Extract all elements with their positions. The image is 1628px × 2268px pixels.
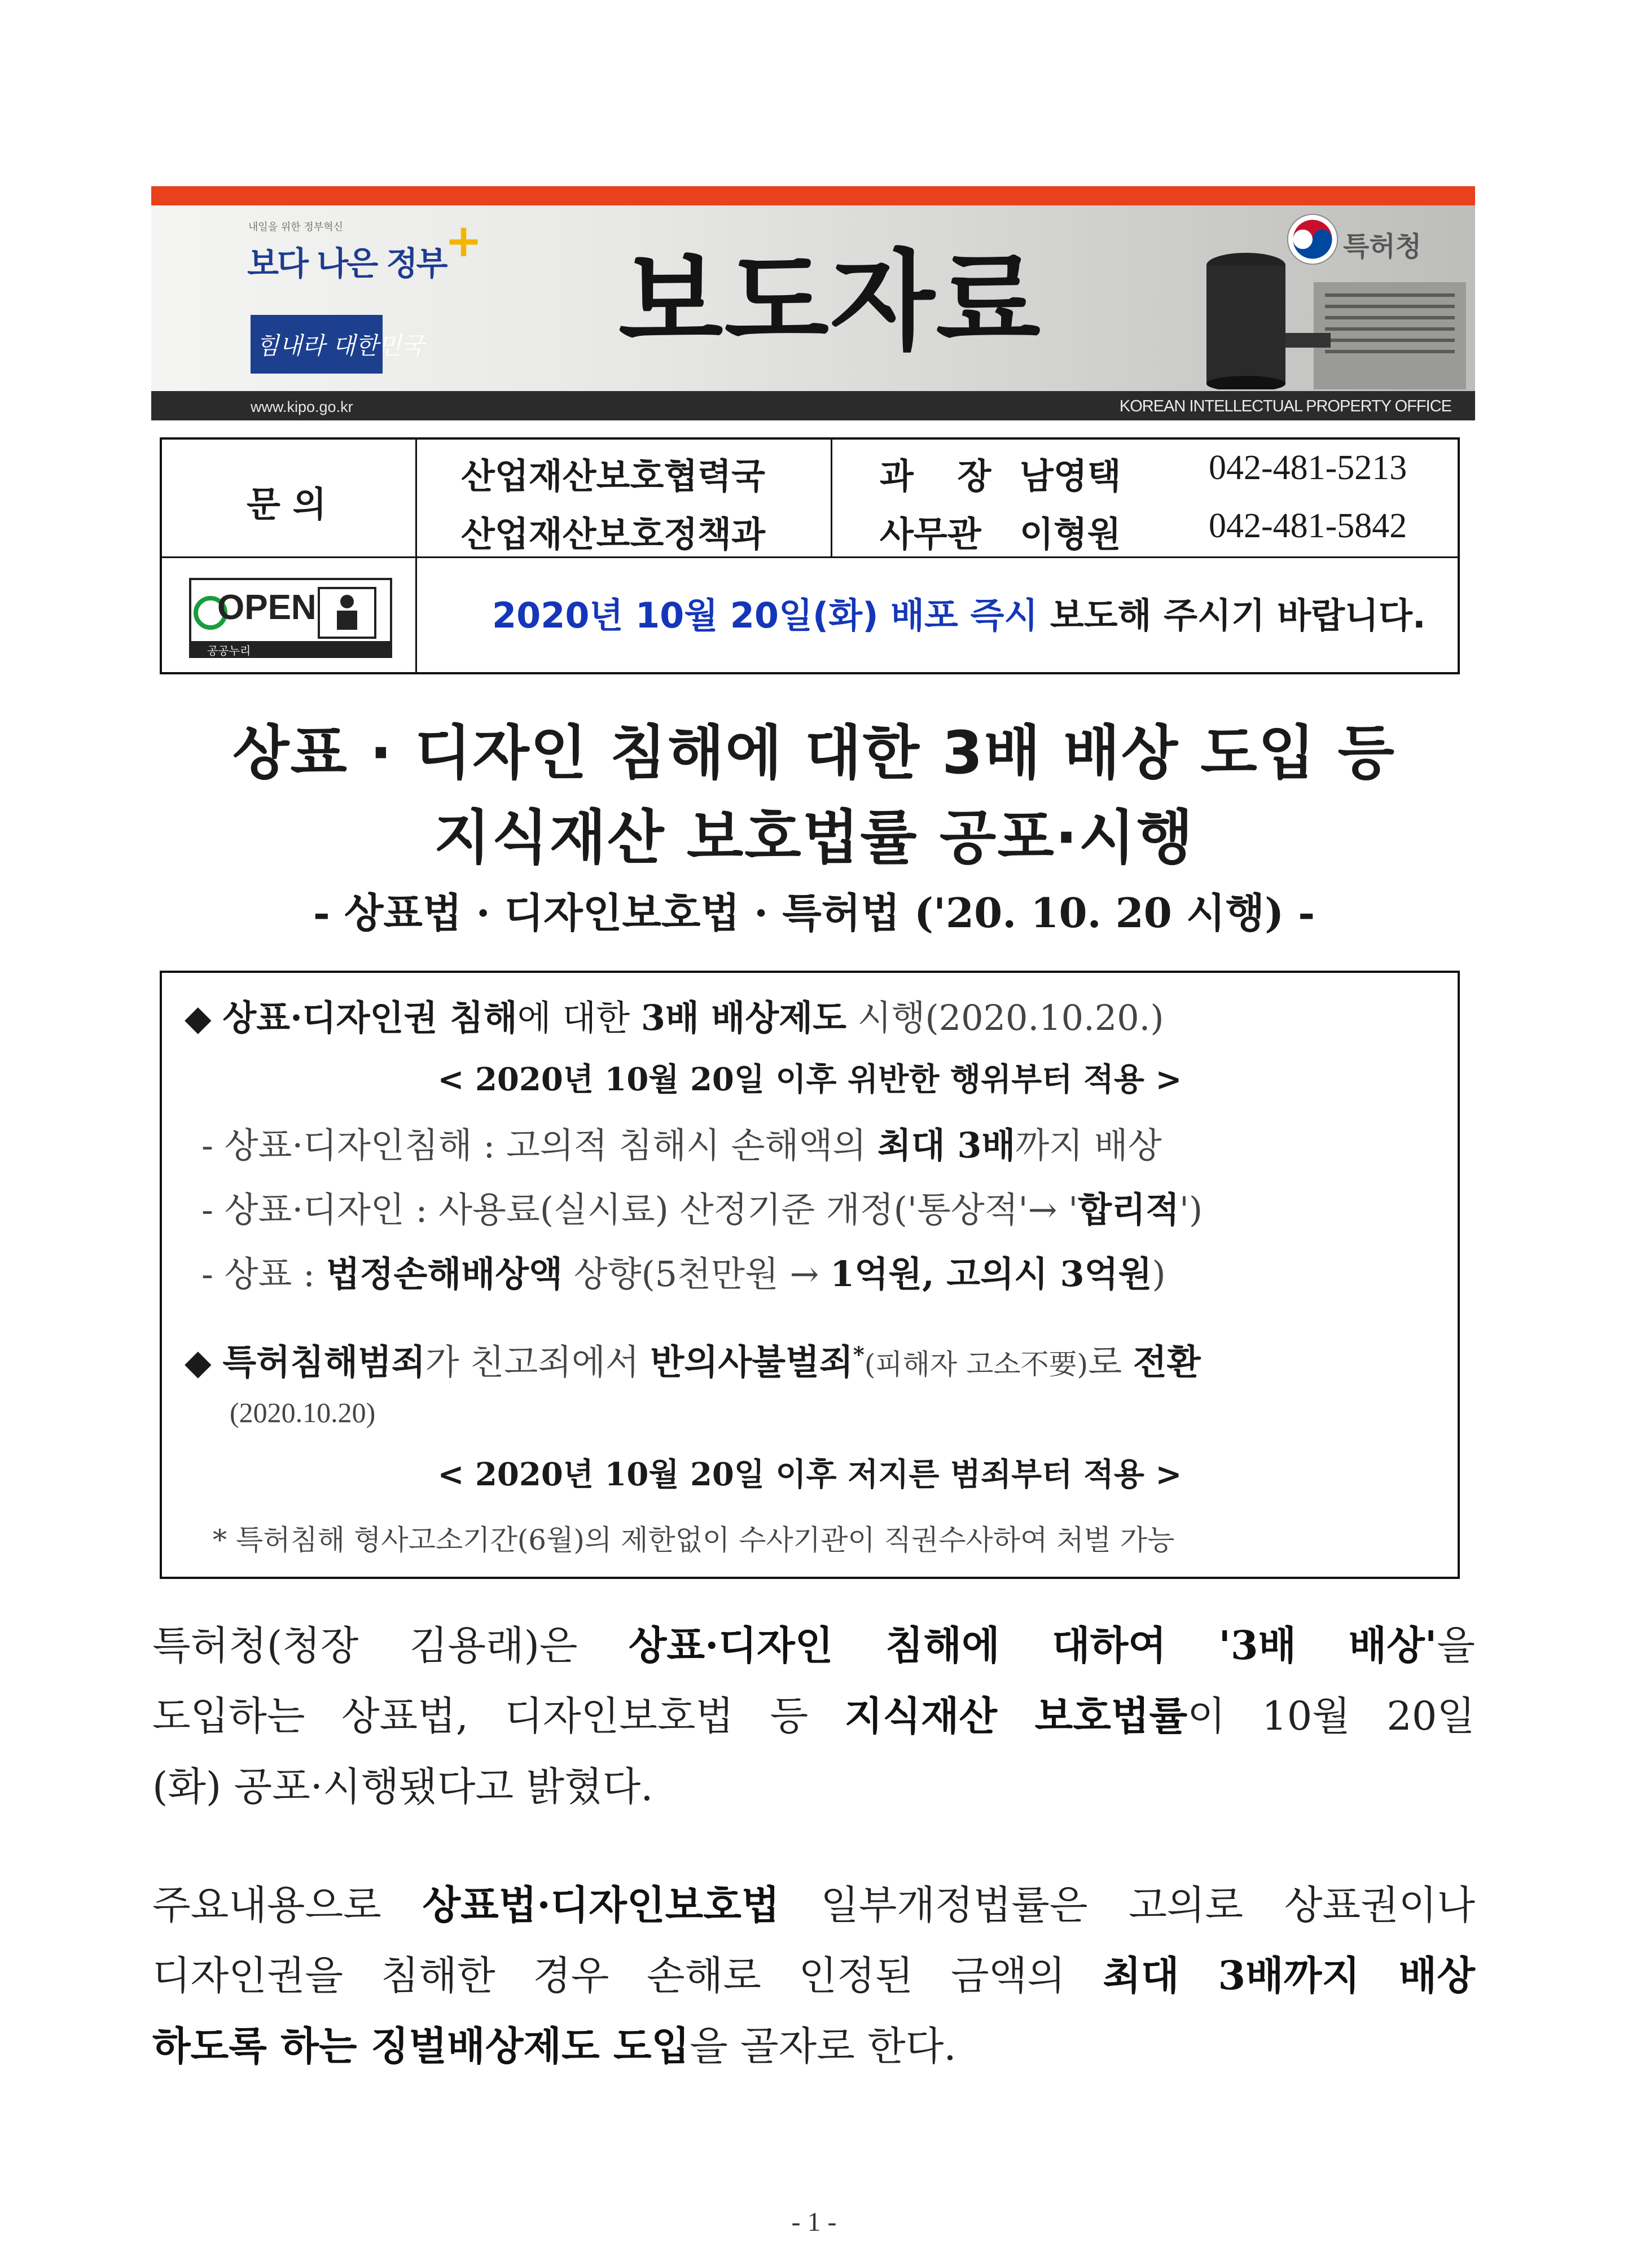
- banner-footer-bar: [151, 391, 1475, 420]
- body-paragraph-2-line-1: 주요내용으로 상표법·디자인보호법 일부개정법률은 고의로 상표권이나: [152, 1881, 1475, 1928]
- diamond-bullet-icon: ◆: [185, 997, 212, 1038]
- summary-sub-item: - 상표·디자인 : 사용료(실시료) 산정기준 개정('통상적'→ '합리적'): [201, 1189, 1203, 1230]
- contact-phone[interactable]: 042-481-5842: [1209, 507, 1407, 545]
- body-paragraph-1-line-3: (화) 공포·시행됐다고 밝혔다.: [152, 1763, 653, 1810]
- release-tail: 보도해 주시기 바랍니다.: [1050, 595, 1426, 636]
- government-logo: 보다 나은 정부: [247, 244, 446, 283]
- press-release-banner: [151, 186, 1475, 420]
- release-timing: 배포 즉시: [890, 595, 1038, 636]
- body-paragraph-1-line-2: 도입하는 상표법, 디자인보호법 등 지식재산 보호법률이 10월 20일: [152, 1692, 1475, 1739]
- open-badge-caption: 공공누리: [207, 644, 251, 657]
- contact-label: 문 의: [247, 484, 327, 525]
- summary-box: [160, 971, 1460, 1579]
- subheadline: - 상표법 · 디자인보호법 · 특허법 ('20. 10. 20 시행) -: [313, 889, 1315, 937]
- department-division: 산업재산보호정책과: [461, 514, 766, 555]
- body-paragraph-2-line-3: 하도록 하는 징벌배상제도 도입을 골자로 한다.: [152, 2023, 956, 2069]
- summary-item-2-note: < 2020년 10월 20일 이후 저지른 범죄부터 적용 >: [437, 1456, 1182, 1493]
- government-logo-tagline: 내일을 위한 정부혁신: [248, 221, 343, 233]
- summary-item-2: ◆ 특허침해범죄가 친고죄에서 반의사불벌죄*(피해자 고소不要)로 전환: [185, 1341, 1201, 1383]
- summary-footnote: * 특허침해 형사고소기간(6월)의 제한없이 수사기관이 직권수사하여 처벌 가능: [213, 1524, 1175, 1556]
- summary-item-1-note: < 2020년 10월 20일 이후 위반한 행위부터 적용 >: [437, 1061, 1182, 1098]
- plus-icon: +: [445, 214, 483, 267]
- agency-url[interactable]: www.kipo.go.kr: [251, 398, 353, 415]
- summary-sub-item: - 상표 : 법정손해배상액 상향(5천만원 → 1억원, 고의시 3억원): [201, 1253, 1166, 1295]
- body-paragraph-1-line-1: 특허청(청장 김용래)은 상표·디자인 침해에 대하여 '3배 배상'을: [152, 1622, 1475, 1669]
- release-date: 2020년 10월 20일(화): [492, 595, 879, 636]
- agency-english-name: KOREAN INTELLECTUAL PROPERTY OFFICE: [1119, 397, 1451, 415]
- table-divider: [831, 440, 832, 558]
- summary-item-1: ◆ 상표·디자인권 침해에 대한 3배 배상제도 시행(2020.10.20.): [185, 997, 1164, 1038]
- contact-role: 사무관: [880, 514, 981, 555]
- headline-line-2: 지식재산 보호법률 공포·시행: [433, 803, 1195, 872]
- banner-title: 보도자료: [618, 239, 1042, 365]
- body-paragraph-2-line-2: 디자인권을 침해한 경우 손해로 인정된 금액의 최대 3배까지 배상: [152, 1952, 1475, 1999]
- stamp-illustration: [1173, 248, 1466, 389]
- contact-phone[interactable]: 042-481-5213: [1209, 449, 1407, 487]
- open-badge-label: OPEN: [217, 588, 317, 627]
- summary-sub-item: - 상표·디자인침해 : 고의적 침해시 손해액의 최대 3배까지 배상: [201, 1125, 1162, 1166]
- summary-item-2-date: (2020.10.20): [230, 1397, 376, 1428]
- department-bureau: 산업재산보호협력국: [461, 455, 766, 497]
- slogan: 힘내라 대한민국: [256, 332, 424, 359]
- contact-table: [160, 437, 1460, 674]
- table-divider: [415, 440, 417, 672]
- diamond-bullet-icon: ◆: [185, 1341, 212, 1383]
- page-number: - 1 -: [791, 2207, 837, 2237]
- contact-role: 과 장: [880, 455, 1007, 497]
- contact-name: 남영택: [1020, 455, 1121, 497]
- release-instruction: [492, 587, 1426, 638]
- headline-line-1: 상표 · 디자인 침해에 대한 3배 배상 도입 등: [232, 718, 1396, 787]
- agency-name: 특허청: [1343, 231, 1422, 262]
- table-divider: [162, 556, 1458, 558]
- contact-name: 이형원: [1020, 514, 1121, 555]
- banner-top-stripe: [151, 186, 1475, 205]
